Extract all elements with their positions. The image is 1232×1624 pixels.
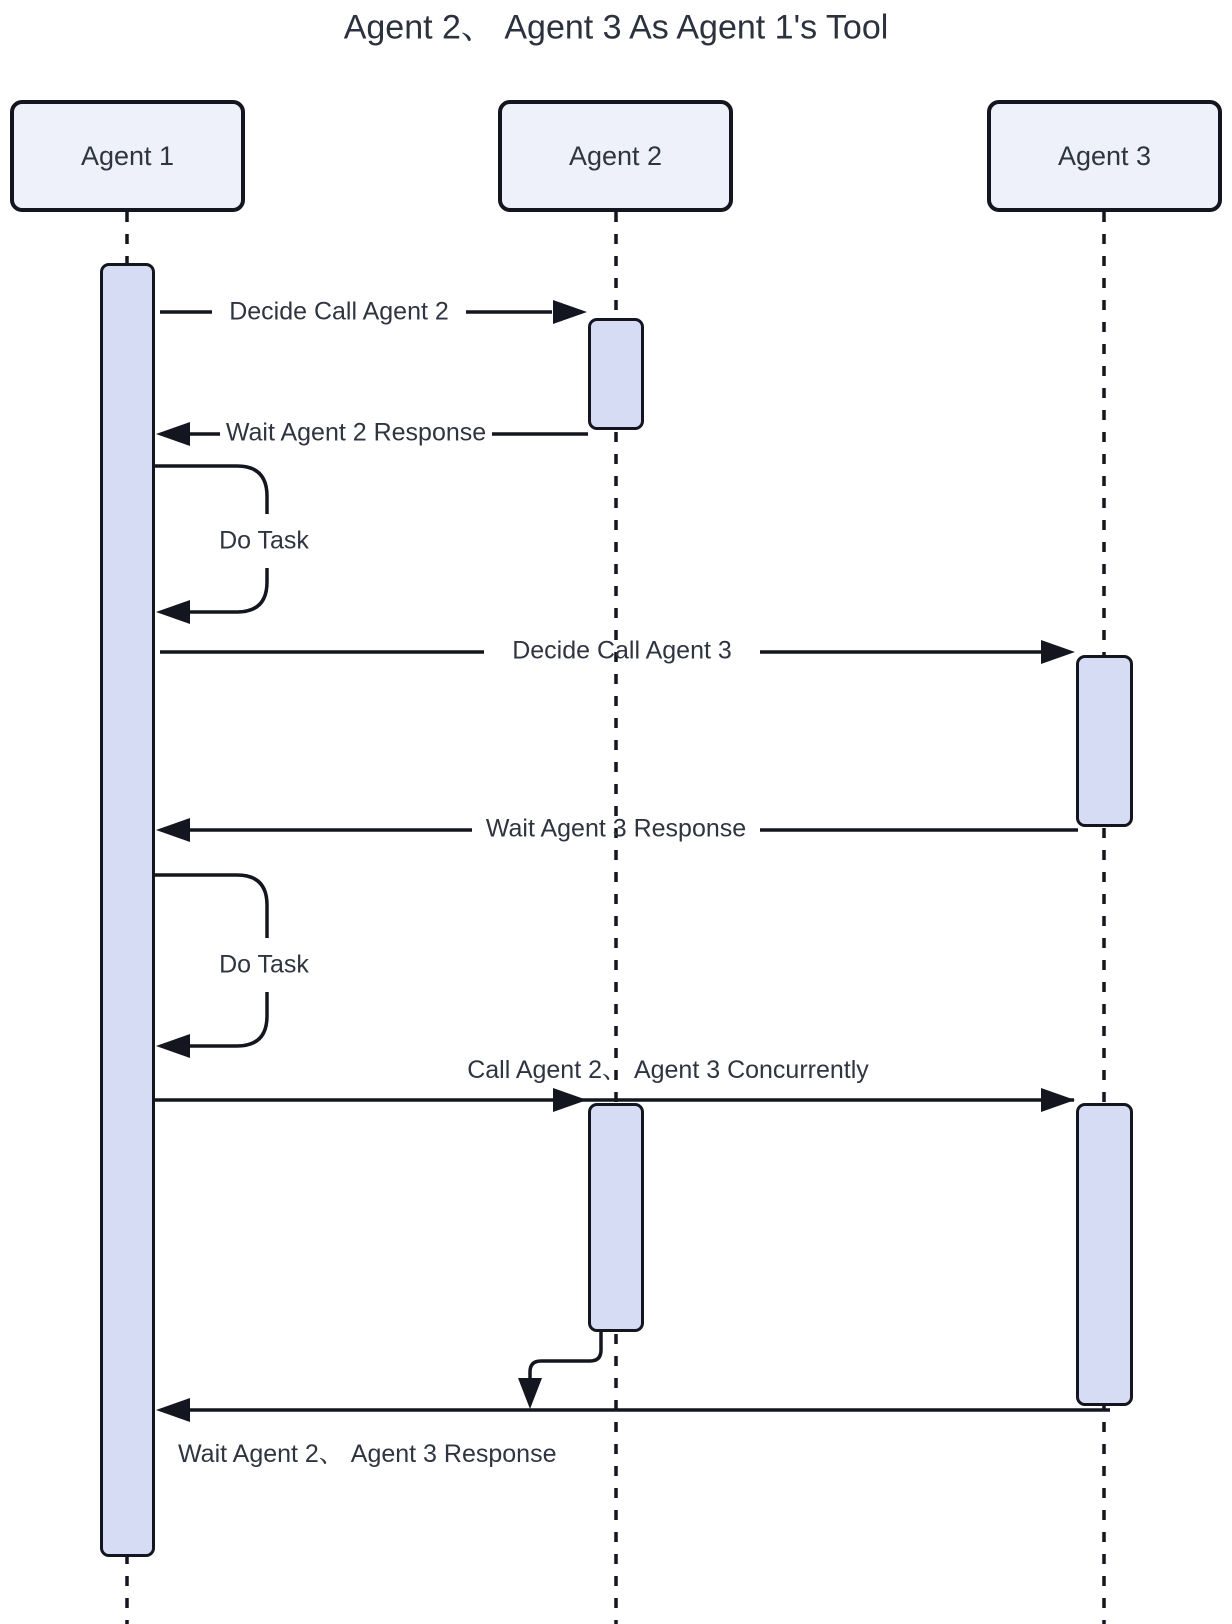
message-call-concurrently: Call Agent 2、 Agent 3 Concurrently	[467, 1056, 869, 1084]
arrowhead-concurrent-agent2	[553, 1088, 587, 1112]
activation-agent1	[100, 263, 155, 1557]
arrowhead-decide-call-agent2	[553, 300, 587, 324]
message-wait-concurrent-response: Wait Agent 2、 Agent 3 Response	[178, 1440, 557, 1468]
message-do-task-2: Do Task	[219, 950, 309, 979]
activation-agent3-second	[1076, 1103, 1133, 1406]
activation-agent2-second	[588, 1103, 644, 1332]
message-decide-call-agent3: Decide Call Agent 3	[512, 636, 732, 665]
arrowhead-do-task-2	[156, 1034, 190, 1058]
arrowhead-wait-agent2-response	[156, 422, 190, 446]
arrowhead-wait-agent3-response	[156, 818, 190, 842]
diagram-title: Agent 2、 Agent 3 As Agent 1's Tool	[343, 8, 889, 47]
activation-agent3-first	[1076, 655, 1133, 827]
actor-box-agent1	[10, 100, 245, 212]
message-wait-agent2-response: Wait Agent 2 Response	[225, 418, 487, 447]
actor-label-agent3: Agent 3	[1057, 140, 1152, 171]
arrowhead-wait-concurrent-response	[156, 1398, 190, 1422]
message-do-task-1: Do Task	[219, 526, 309, 555]
message-wait-agent3-response: Wait Agent 3 Response	[485, 814, 747, 843]
actor-label-agent1: Agent 1	[80, 140, 175, 171]
actor-box-agent2	[498, 100, 733, 212]
actor-label-agent2: Agent 2	[568, 140, 663, 171]
actor-box-agent3	[987, 100, 1222, 212]
arrowhead-sconnector-down	[518, 1378, 542, 1409]
arrowhead-do-task-1	[156, 600, 190, 624]
arrowhead-decide-call-agent3	[1041, 640, 1075, 664]
arrowhead-concurrent-agent3	[1041, 1088, 1075, 1112]
activation-agent2-first	[588, 318, 644, 430]
message-decide-call-agent2: Decide Call Agent 2	[229, 297, 449, 326]
